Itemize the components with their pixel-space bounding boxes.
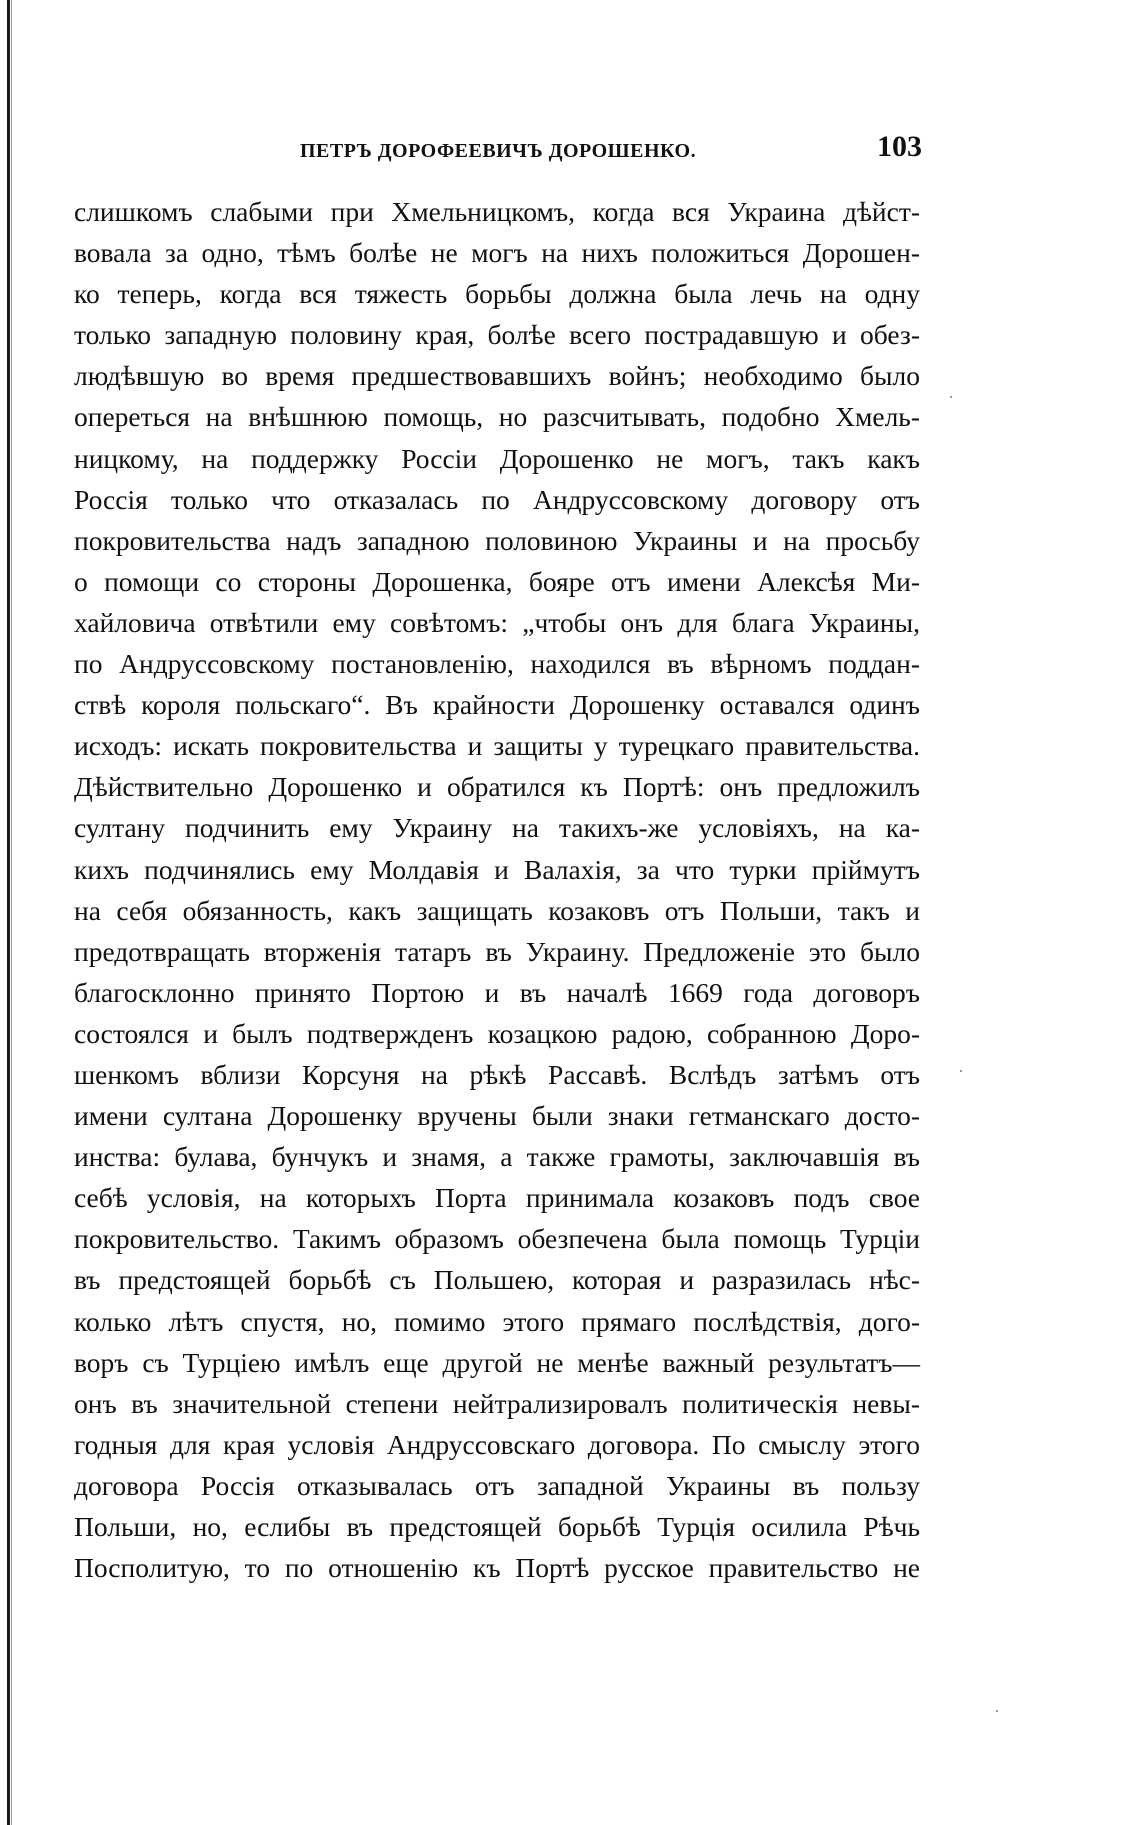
text-line: по Андруссовскому постановленію, находился въ вѣрномъ поддан- bbox=[74, 648, 920, 680]
text-line: колько лѣтъ спустя, но, помимо этого прямаго послѣдствія, дого- bbox=[74, 1305, 920, 1337]
text-line: Дѣйствительно Дорошенко и обратился къ Портѣ: онъ предложилъ bbox=[74, 771, 920, 803]
text-line: слишкомъ слабыми при Хмельницкомъ, когда вся Украина дѣйст- bbox=[74, 196, 920, 227]
page-number: 103 bbox=[877, 130, 922, 163]
text-line: инства: булава, бунчукъ и знамя, а также грамоты, заключавшія въ bbox=[74, 1141, 920, 1173]
running-head-title: ПЕТРЪ ДОРОФЕЕВИЧЪ ДОРОШЕНКО. bbox=[300, 140, 697, 162]
text-line: покровительства надъ западною половиною Украины и на просьбу bbox=[74, 524, 920, 556]
text-line: вовала за одно, тѣмъ болѣе не могъ на нихъ положиться Дорошен- bbox=[74, 237, 920, 269]
text-line: шенкомъ вблизи Корсуня на рѣкѣ Рассавѣ. Вслѣдъ затѣмъ отъ bbox=[74, 1058, 920, 1090]
text-line: Посполитую, то по отношенію къ Портѣ русское правительство не bbox=[74, 1552, 920, 1584]
text-line: ствѣ короля польскаго“. Въ крайности Дорошенку оставался одинъ bbox=[74, 689, 920, 721]
text-line: опереться на внѣшнюю помощь, но разсчитывать, подобно Хмель- bbox=[74, 401, 920, 433]
text-line: въ предстоящей борьбѣ съ Польшею, которая и разразилась нѣс- bbox=[74, 1264, 920, 1296]
text-line: на себя обязанность, какъ защищать козаковъ отъ Польши, такъ и bbox=[74, 894, 920, 926]
text-line: предотвращать вторженія татаръ въ Украину. Предложеніе это было bbox=[74, 935, 920, 967]
text-line: благосклонно принято Портою и въ началѣ 1669 года договоръ bbox=[74, 976, 920, 1008]
text-line: Польши, но, еслибы въ предстоящей борьбѣ Турція осилила Рѣчь bbox=[74, 1511, 920, 1542]
text-line: о помощи со стороны Дорошенка, бояре отъ имени Алексѣя Ми- bbox=[74, 565, 920, 597]
text-line: онъ въ значительной степени нейтрализировалъ политическія невы- bbox=[74, 1387, 920, 1419]
text-line: покровительство. Такимъ образомъ обезпечена была помощь Турціи bbox=[74, 1223, 920, 1255]
text-line: состоялся и былъ подтвержденъ козацкою радою, собранною Доро- bbox=[74, 1017, 920, 1049]
text-line: только западную половину края, болѣе всего пострадавшую и обез- bbox=[74, 319, 920, 351]
text-line: людѣвшую во время предшествовавшихъ войнъ; необходимо было bbox=[74, 360, 920, 392]
text-line: ницкому, на поддержку Россіи Дорошенко не могъ, такъ какъ bbox=[74, 442, 920, 474]
page-binding-shadow bbox=[11, 0, 12, 1825]
text-line: хайловича отвѣтили ему совѣтомъ: „чтобы онъ для блага Украины, bbox=[74, 606, 920, 638]
text-line: себѣ условія, на которыхъ Порта принимала козаковъ подъ свое bbox=[74, 1182, 920, 1214]
text-line: воръ съ Турціею имѣлъ еще другой не менѣе важный результатъ— bbox=[74, 1346, 920, 1378]
text-line: султану подчинить ему Украину на такихъ-же условіяхъ, на ка- bbox=[74, 812, 920, 844]
text-line: кихъ подчинялись ему Молдавія и Валахія, за что турки пріймутъ bbox=[74, 853, 920, 885]
page-binding-edge bbox=[7, 0, 10, 1825]
text-line: ко теперь, когда вся тяжесть борьбы должна была лечь на одну bbox=[74, 278, 920, 310]
text-line: исходъ: искать покровительства и защиты у турецкаго правительства. bbox=[74, 730, 920, 762]
scan-speck bbox=[950, 396, 952, 398]
text-line: договора Россія отказывалась отъ западной Украины въ пользу bbox=[74, 1469, 920, 1501]
scan-speck bbox=[996, 1710, 998, 1712]
body-text bbox=[74, 191, 920, 1588]
text-line: годныя для края условія Андруссовскаго договора. По смыслу этого bbox=[74, 1428, 920, 1460]
scan-speck bbox=[960, 1070, 962, 1072]
page-header bbox=[0, 130, 1140, 170]
text-line: имени султана Дорошенку вручены были знаки гетманскаго досто- bbox=[74, 1100, 920, 1132]
text-line: Россія только что отказалась по Андруссовскому договору отъ bbox=[74, 483, 920, 515]
